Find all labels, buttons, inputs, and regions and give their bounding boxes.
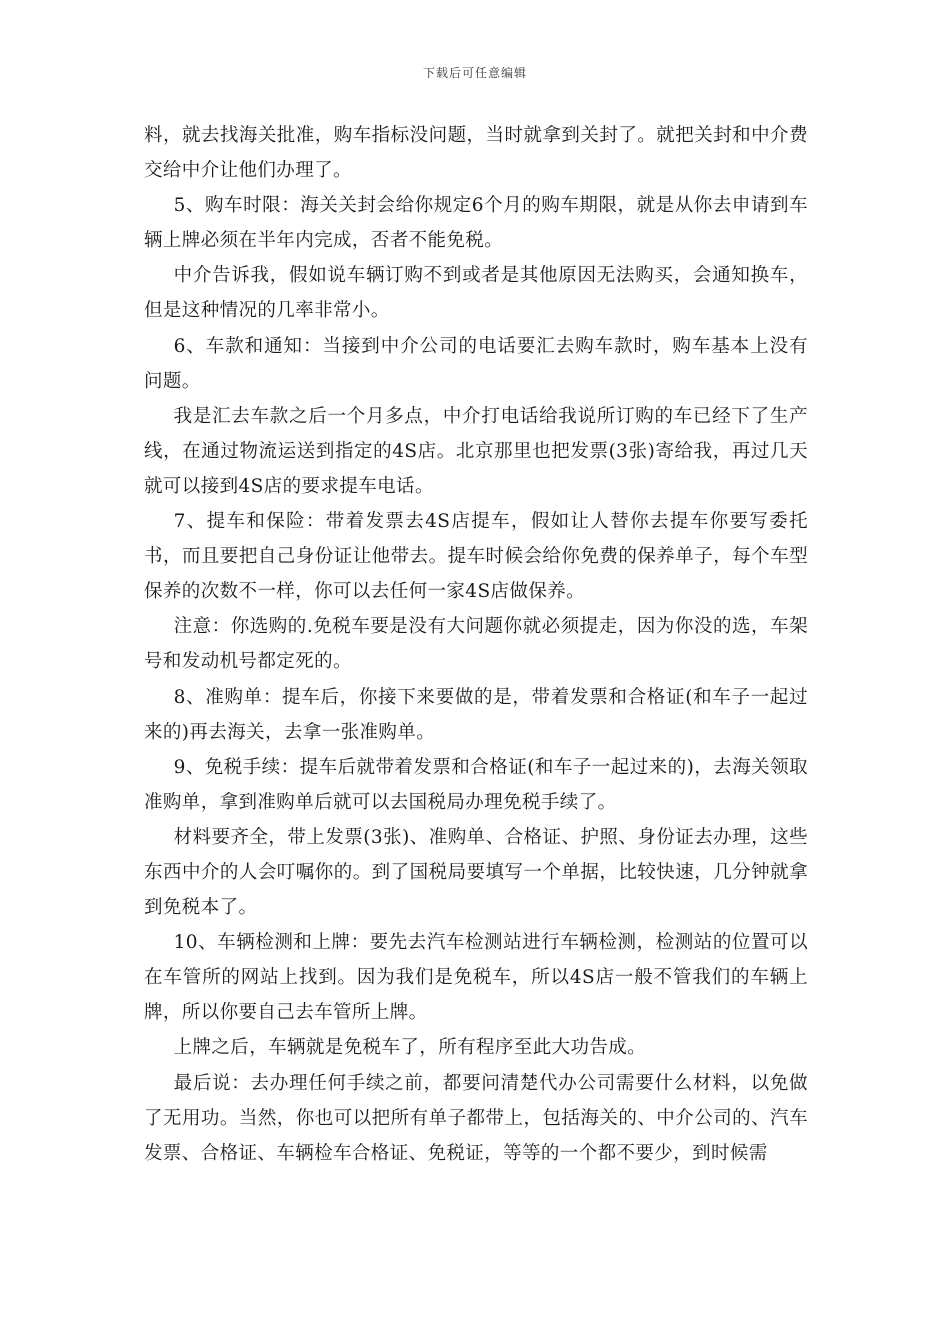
paragraph-12: 上牌之后，车辆就是免税车了，所有程序至此大功告成。 xyxy=(173,1037,647,1059)
page-header-watermark: 下载后可任意编辑 xyxy=(422,66,527,80)
paragraph-6: 7、提车和保险：带着发票去4S店提车，假如让人替你去提车你要写委托书，而且要把自己身份证让他带去。提车时候会给你免费的保养单子，每个车型保养的次数不一样，你可以去任何一家4S店做保养。 xyxy=(144,511,808,603)
paragraph-1: 料，就去找海关批准，购车指标没问题，当时就拿到关封了。就把关封和中介费交给中介让他们办理了。 xyxy=(144,125,808,182)
paragraph-9: 9、免税手续：提车后就带着发票和合格证(和车子一起过来的)，去海关领取准购单，拿到准购单后就可以去国税局办理免税手续了。 xyxy=(144,756,808,813)
paragraph-3: 中介告诉我，假如说车辆订购不到或者是其他原因无法购买，会通知换车，但是这种情况的几率非常小。 xyxy=(144,265,808,322)
paragraph-10: 材料要齐全，带上发票(3张)、准购单、合格证、护照、身份证去办理，这些东西中介的人会叮嘱你的。到了国税局要填写一个单据，比较快速，几分钟就拿到免税本了。 xyxy=(144,826,808,919)
paragraph-7: 注意：你选购的.免税车要是没有大问题你就必须提走，因为你没的选，车架号和发动机号都定死的。 xyxy=(144,616,808,673)
paragraph-11: 10、车辆检测和上牌：要先去汽车检测站进行车辆检测，检测站的位置可以在车管所的网站上找到。因为我们是免税车，所以4S店一般不管我们的车辆上牌，所以你要自己去车管所上牌。 xyxy=(144,932,808,1024)
paragraph-13: 最后说：去办理任何手续之前，都要问清楚代办公司需要什么材料，以免做了无用功。当然，你也可以把所有单子都带上，包括海关的、中介公司的、汽车发票、合格证、车辆检车合格证、免税证，等等的一个都不要少，到时候需 xyxy=(144,1072,808,1164)
paragraph-2: 5、购车时限：海关关封会给你规定6个月的购车期限，就是从你去申请到车辆上牌必须在半年内完成，否者不能免税。 xyxy=(144,195,808,252)
paragraph-4: 6、车款和通知：当接到中介公司的电话要汇去购车款时，购车基本上没有问题。 xyxy=(144,335,808,392)
paragraph-5: 我是汇去车款之后一个月多点，中介打电话给我说所订购的车已经下了生产线，在通过物流运送到指定的4S店。北京那里也把发票(3张)寄给我，再过几天就可以接到4S店的要求提车电话。 xyxy=(144,405,808,497)
paragraph-8: 8、准购单：提车后，你接下来要做的是，带着发票和合格证(和车子一起过来的)再去海关，去拿一张准购单。 xyxy=(144,686,808,743)
document-body xyxy=(144,118,808,1171)
